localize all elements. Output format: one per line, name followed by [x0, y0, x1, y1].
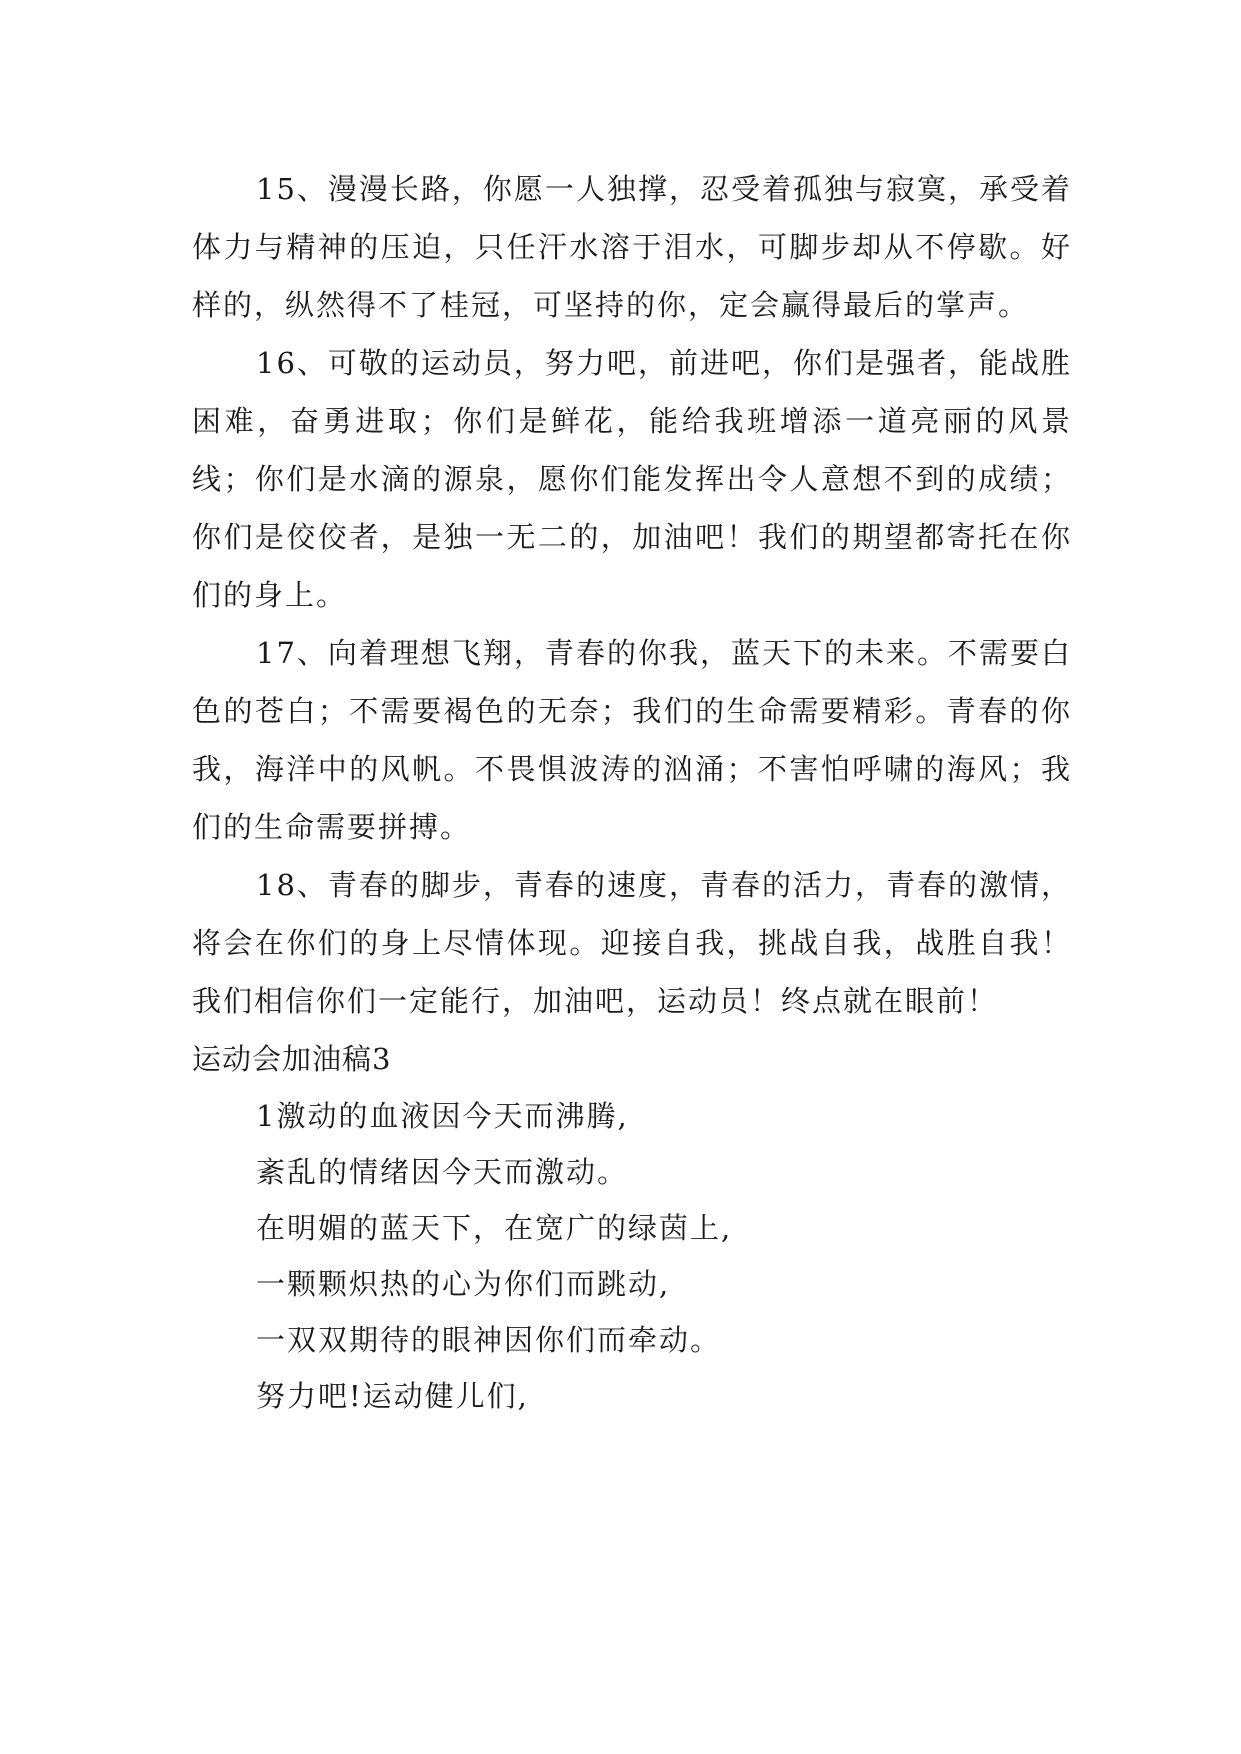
document-body	[192, 160, 1072, 1424]
section-title: 运动会加油稿3	[192, 1042, 392, 1076]
paragraph-17: 17、向着理想飞翔，青春的你我，蓝天下的未来。不需要白色的苍白；不需要褐色的无奈；我们的生命需要精彩。青春的你我，海洋中的风帆。不畏惧波涛的汹涌；不害怕呼啸的海风；我们的生命需要拼搏。	[192, 636, 1072, 844]
poem-line: 紊乱的情绪因今天而激动。	[256, 1155, 629, 1189]
paragraph-15: 15、漫漫长路，你愿一人独撑，忍受着孤独与寂寞，承受着体力与精神的压迫，只任汗水溶于泪水，可脚步却从不停歇。好样的，纵然得不了桂冠，可坚持的你，定会赢得最后的掌声。	[192, 172, 1072, 322]
poem-line: 1激动的血液因今天而沸腾,	[256, 1099, 629, 1133]
poem-line: 努力吧!运动健儿们,	[256, 1379, 529, 1413]
paragraph-16: 16、可敬的运动员，努力吧，前进吧，你们是强者，能战胜困难，奋勇进取；你们是鲜花，能给我班增添一道亮丽的风景线；你们是水滴的源泉，愿你们能发挥出令人意想不到的成绩；你们是佼佼者，是独一无二的，加油吧！我们的期望都寄托在你们的身上。	[192, 346, 1072, 612]
poem-line: 在明媚的蓝天下，在宽广的绿茵上,	[256, 1211, 733, 1245]
paragraph-18: 18、青春的脚步，青春的速度，青春的活力，青春的激情，将会在你们的身上尽情体现。迎接自我，挑战自我，战胜自我！我们相信你们一定能行，加油吧，运动员！终点就在眼前！	[192, 868, 1072, 1018]
poem-line: 一双双期待的眼神因你们而牵动。	[256, 1323, 722, 1357]
poem-line: 一颗颗炽热的心为你们而跳动,	[256, 1267, 671, 1301]
poem	[192, 1088, 1072, 1424]
